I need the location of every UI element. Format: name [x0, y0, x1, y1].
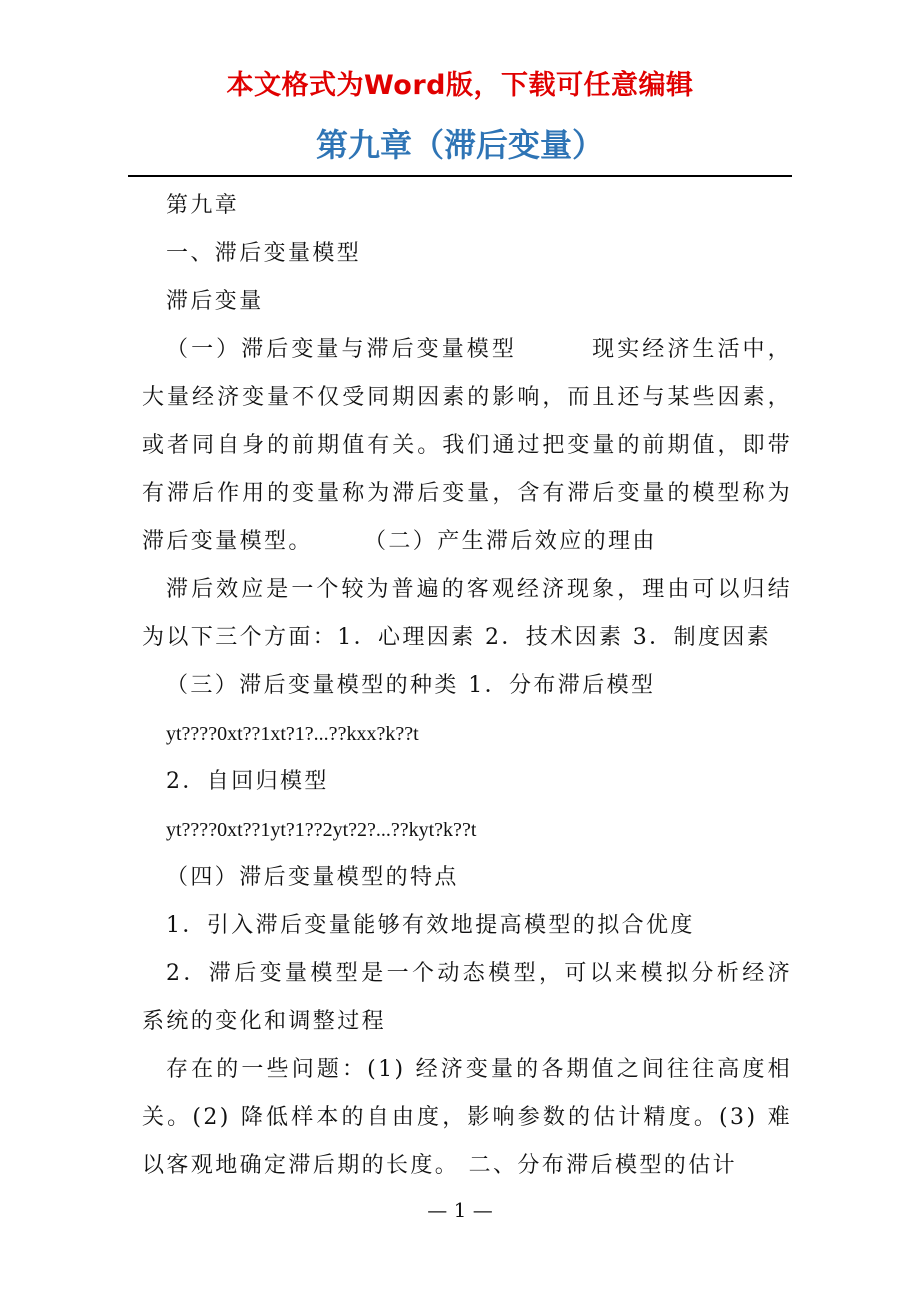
body-paragraph: 2．滞后变量模型是一个动态模型，可以来模拟分析经济系统的变化和调整过程	[142, 961, 792, 1034]
format-banner: 本文格式为Word版，下载可任意编辑	[226, 70, 694, 101]
formula-distributed-lag: yt????0xt??1xt?1?...??kxx?k??t	[166, 723, 419, 745]
body-paragraph: （一）滞后变量与滞后变量模型 现实经济生活中，大量经济变量不仅受同期因素的影响，而且还与某些因素，或者同自身的前期值有关。我们通过把变量的前期值，即带有滞后作用的变量称为滞后变量，含有滞后变量的模型称为滞后变量模型。 （二）产生滞后效应的理由	[142, 337, 792, 554]
document-body	[142, 182, 792, 1190]
body-paragraph: 滞后效应是一个较为普遍的客观经济现象，理由可以归结为以下三个方面：1．心理因素 2．技术因素 3．制度因素	[142, 577, 792, 650]
section-heading: 一、滞后变量模型	[166, 241, 362, 266]
body-paragraph: 1．引入滞后变量能够有效地提高模型的拟合优度	[166, 913, 695, 938]
formula-autoregressive: yt????0xt??1yt?1??2yt?2?...??kyt?k??t	[166, 819, 477, 841]
title-divider	[128, 175, 792, 177]
body-paragraph: （四）滞后变量模型的特点	[166, 865, 459, 890]
page-title: 第九章（滞后变量）	[315, 126, 604, 164]
chapter-heading: 第九章	[166, 193, 240, 218]
body-paragraph: 2．自回归模型	[166, 769, 329, 794]
body-paragraph: 存在的一些问题：(1) 经济变量的各期值之间往往高度相关。(2) 降低样本的自由度，影响参数的估计精度。(3) 难以客观地确定滞后期的长度。 二、分布滞后模型的估计	[142, 1057, 792, 1178]
page-number: — 1 —	[427, 1198, 493, 1222]
subsection-heading: 滞后变量	[166, 289, 264, 314]
body-paragraph: （三）滞后变量模型的种类 1．分布滞后模型	[166, 673, 656, 698]
